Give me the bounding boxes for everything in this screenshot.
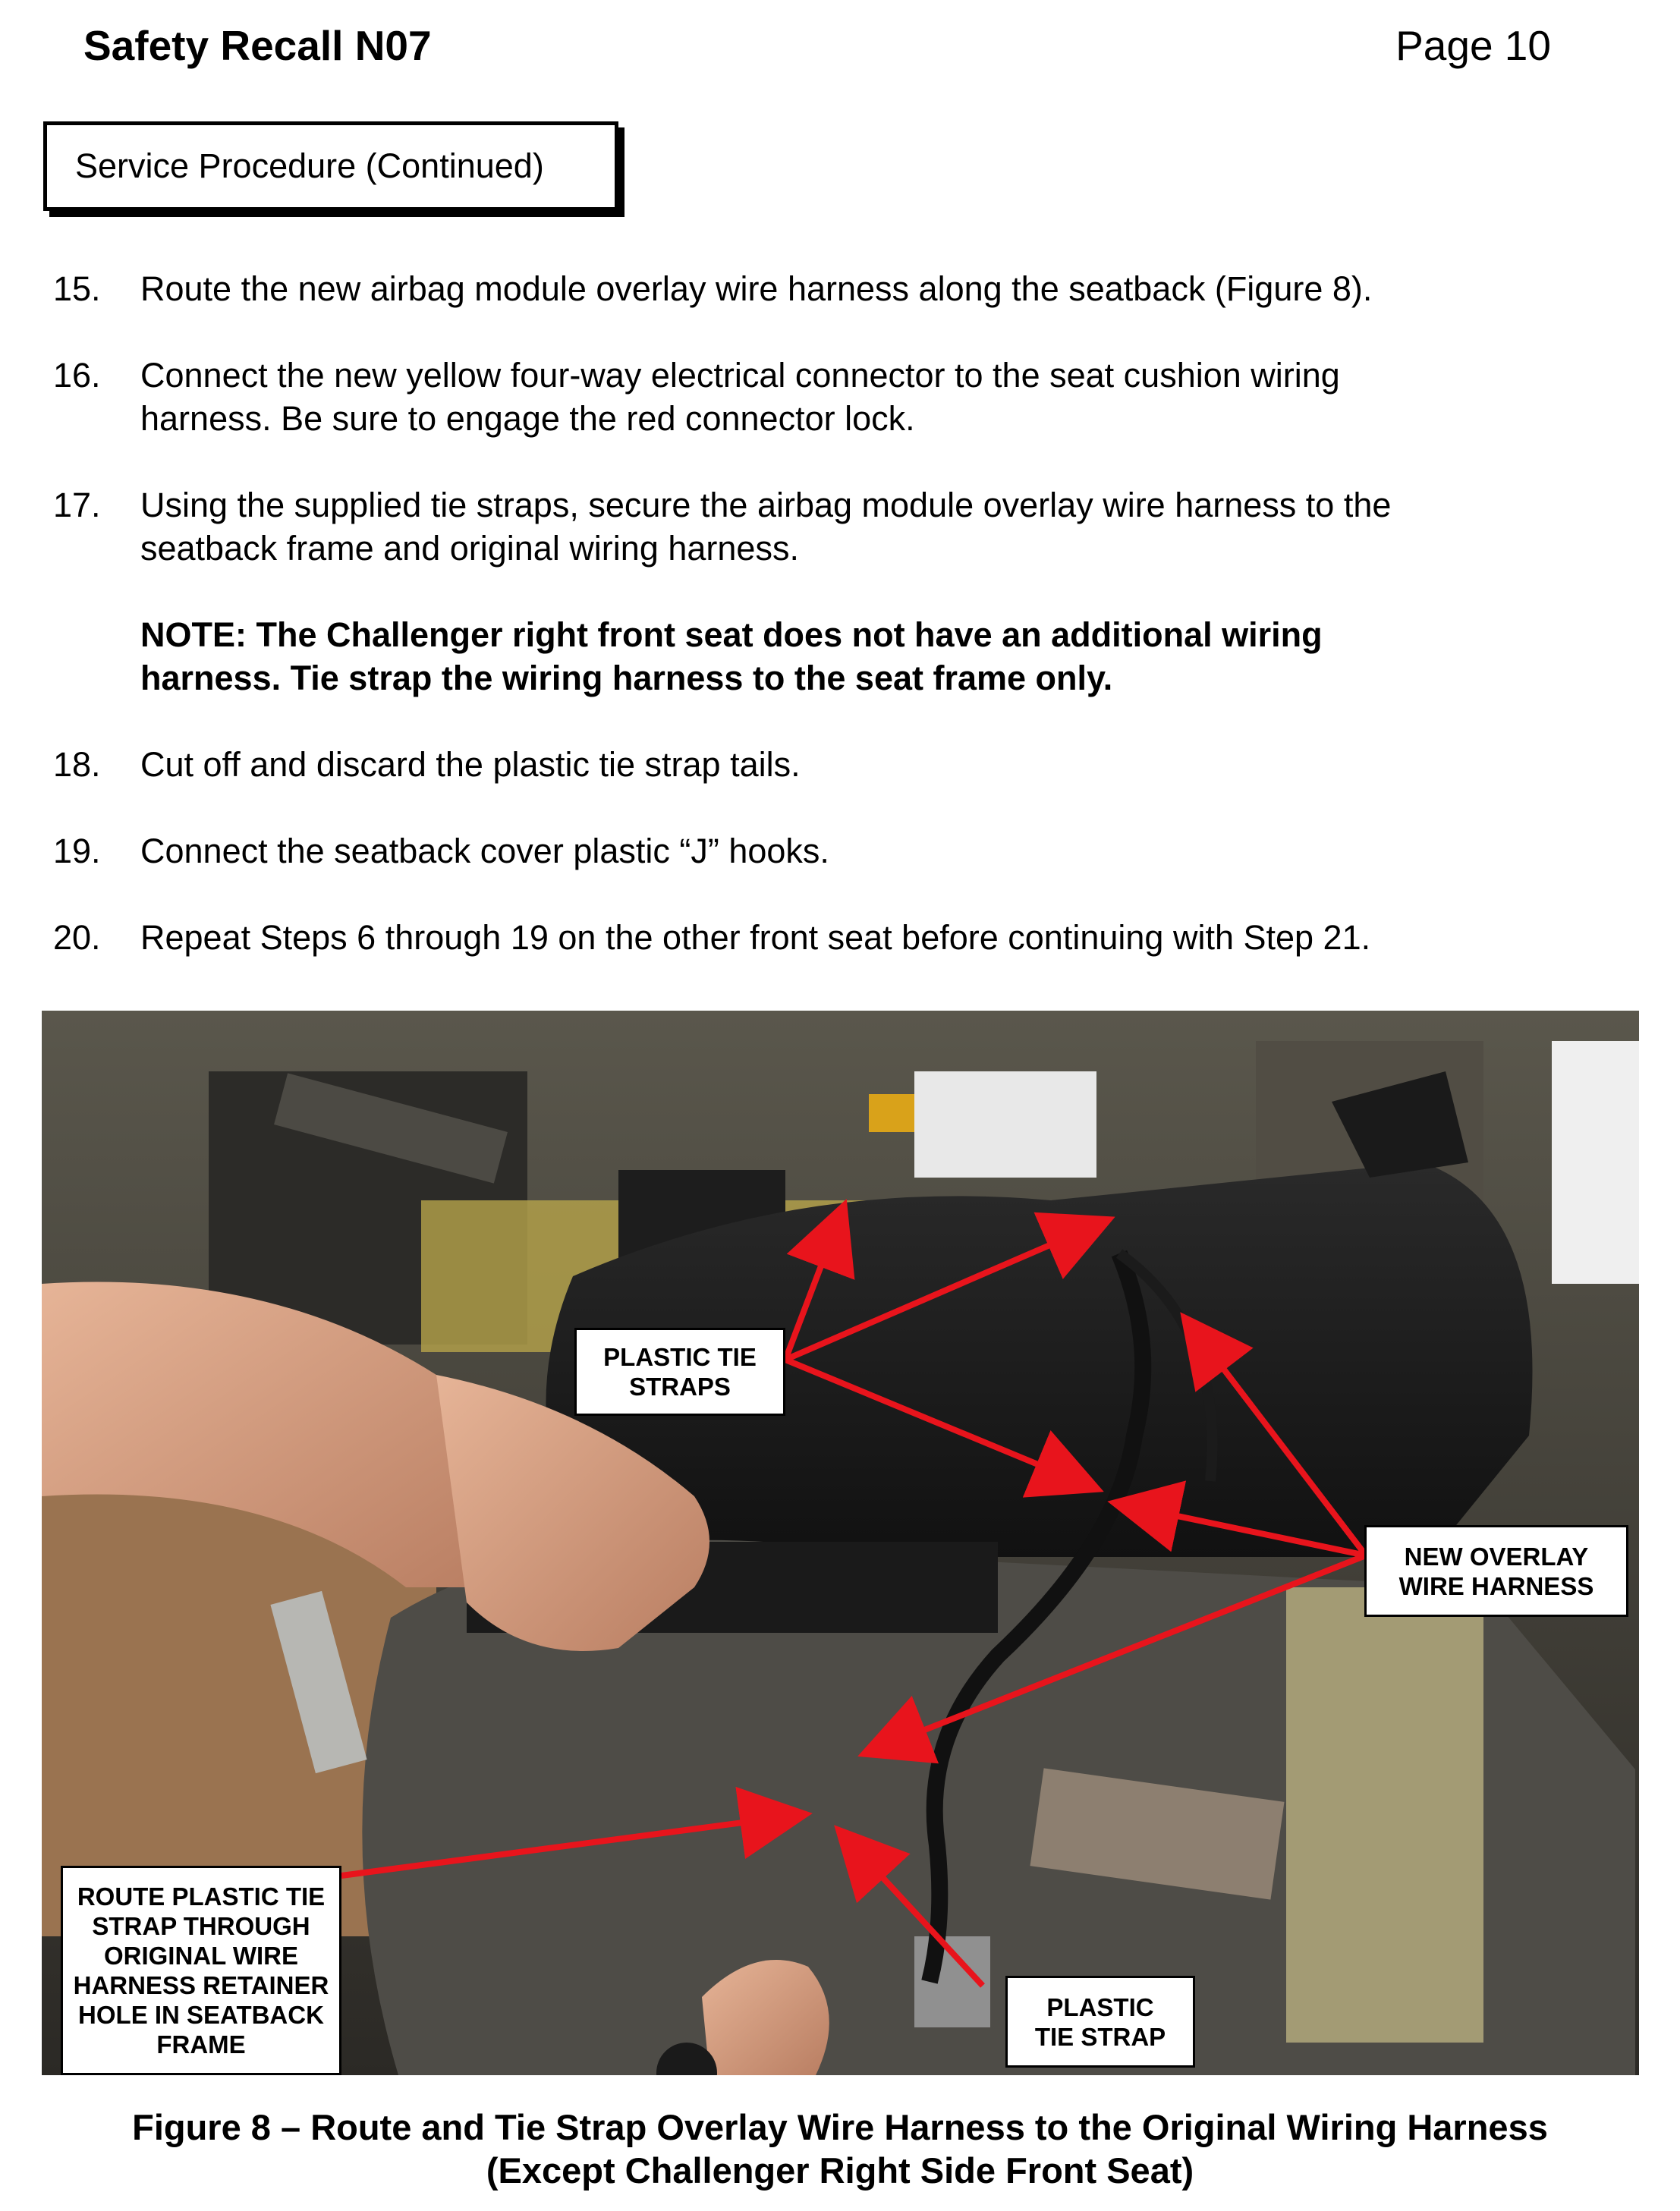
step-number: 15.	[53, 269, 101, 308]
step-text-line: Using the supplied tie straps, secure the airbag module overlay wire harness to the	[140, 486, 1392, 524]
arrow-to-lower-harness-strap	[785, 1360, 1093, 1487]
step-number: 20.	[53, 918, 101, 957]
section-label: Service Procedure (Continued)	[75, 146, 544, 185]
step-17	[53, 483, 1571, 570]
step-20	[53, 916, 1571, 959]
callout-line: NEW OVERLAY	[1404, 1542, 1589, 1571]
step-text: Route the new airbag module overlay wire harness along the seatback (Figure 8).	[140, 269, 1373, 308]
figure-caption	[0, 2106, 1680, 2192]
arrow-plastic-tie-strap	[842, 1834, 983, 1986]
procedure-steps	[53, 267, 1571, 959]
note-line: NOTE: The Challenger right front seat does not have an additional wiring	[140, 615, 1323, 654]
step-text-line: Connect the new yellow four-way electrical connector to the seat cushion wiring	[140, 356, 1340, 395]
note-line: harness. Tie strap the wiring harness to the seat frame only.	[140, 659, 1113, 697]
callout-line: STRAP THROUGH	[92, 1912, 310, 1940]
step-text-line: harness. Be sure to engage the red connector lock.	[140, 399, 915, 438]
callout-plastic-tie-strap	[1005, 1976, 1195, 2068]
step-16	[53, 354, 1571, 440]
step-number: 18.	[53, 745, 101, 784]
step-text: Connect the seatback cover plastic “J” hooks.	[140, 832, 829, 870]
callout-line: STRAPS	[629, 1373, 731, 1401]
page-number: Page 10	[1395, 22, 1551, 69]
callout-new-overlay-harness	[1364, 1525, 1628, 1617]
callout-plastic-tie-straps	[574, 1328, 785, 1416]
step-number: 17.	[53, 486, 101, 524]
callout-line: ROUTE PLASTIC TIE	[77, 1882, 326, 1911]
callout-route-tie-strap	[61, 1866, 341, 2075]
step-17-note	[140, 613, 1571, 700]
callout-line: HARNESS RETAINER	[73, 1971, 329, 1999]
caption-line: (Except Challenger Right Side Front Seat)	[486, 2150, 1194, 2191]
arrow-route-tie-strap	[341, 1815, 801, 1876]
step-15	[53, 267, 1571, 310]
step-19	[53, 829, 1571, 873]
callout-line: HOLE IN SEATBACK	[78, 2001, 324, 2029]
callout-line: ORIGINAL WIRE	[103, 1942, 299, 1970]
callout-line: PLASTIC	[1046, 1992, 1154, 2021]
callout-line: TIE STRAP	[1034, 2022, 1166, 2051]
step-number: 19.	[53, 832, 101, 870]
callout-line: FRAME	[156, 2030, 246, 2058]
arrow-harness-right	[1188, 1322, 1366, 1555]
step-text-line: seatback frame and original wiring harness.	[140, 529, 799, 568]
page-header-title: Safety Recall N07	[83, 22, 432, 69]
step-text: Repeat Steps 6 through 19 on the other front seat before continuing with Step 21.	[140, 918, 1371, 957]
step-text: Cut off and discard the plastic tie strap tails.	[140, 745, 801, 784]
caption-line: Figure 8 – Route and Tie Strap Overlay Wire Harness to the Original Wiring Harness	[132, 2107, 1548, 2147]
section-label-box	[43, 121, 618, 211]
figure-8-photo	[42, 1011, 1639, 2075]
arrow-harness-lower	[869, 1555, 1366, 1752]
step-number: 16.	[53, 356, 101, 395]
step-18	[53, 743, 1571, 786]
callout-line: WIRE HARNESS	[1398, 1571, 1594, 1600]
callout-line: PLASTIC TIE	[603, 1343, 757, 1371]
